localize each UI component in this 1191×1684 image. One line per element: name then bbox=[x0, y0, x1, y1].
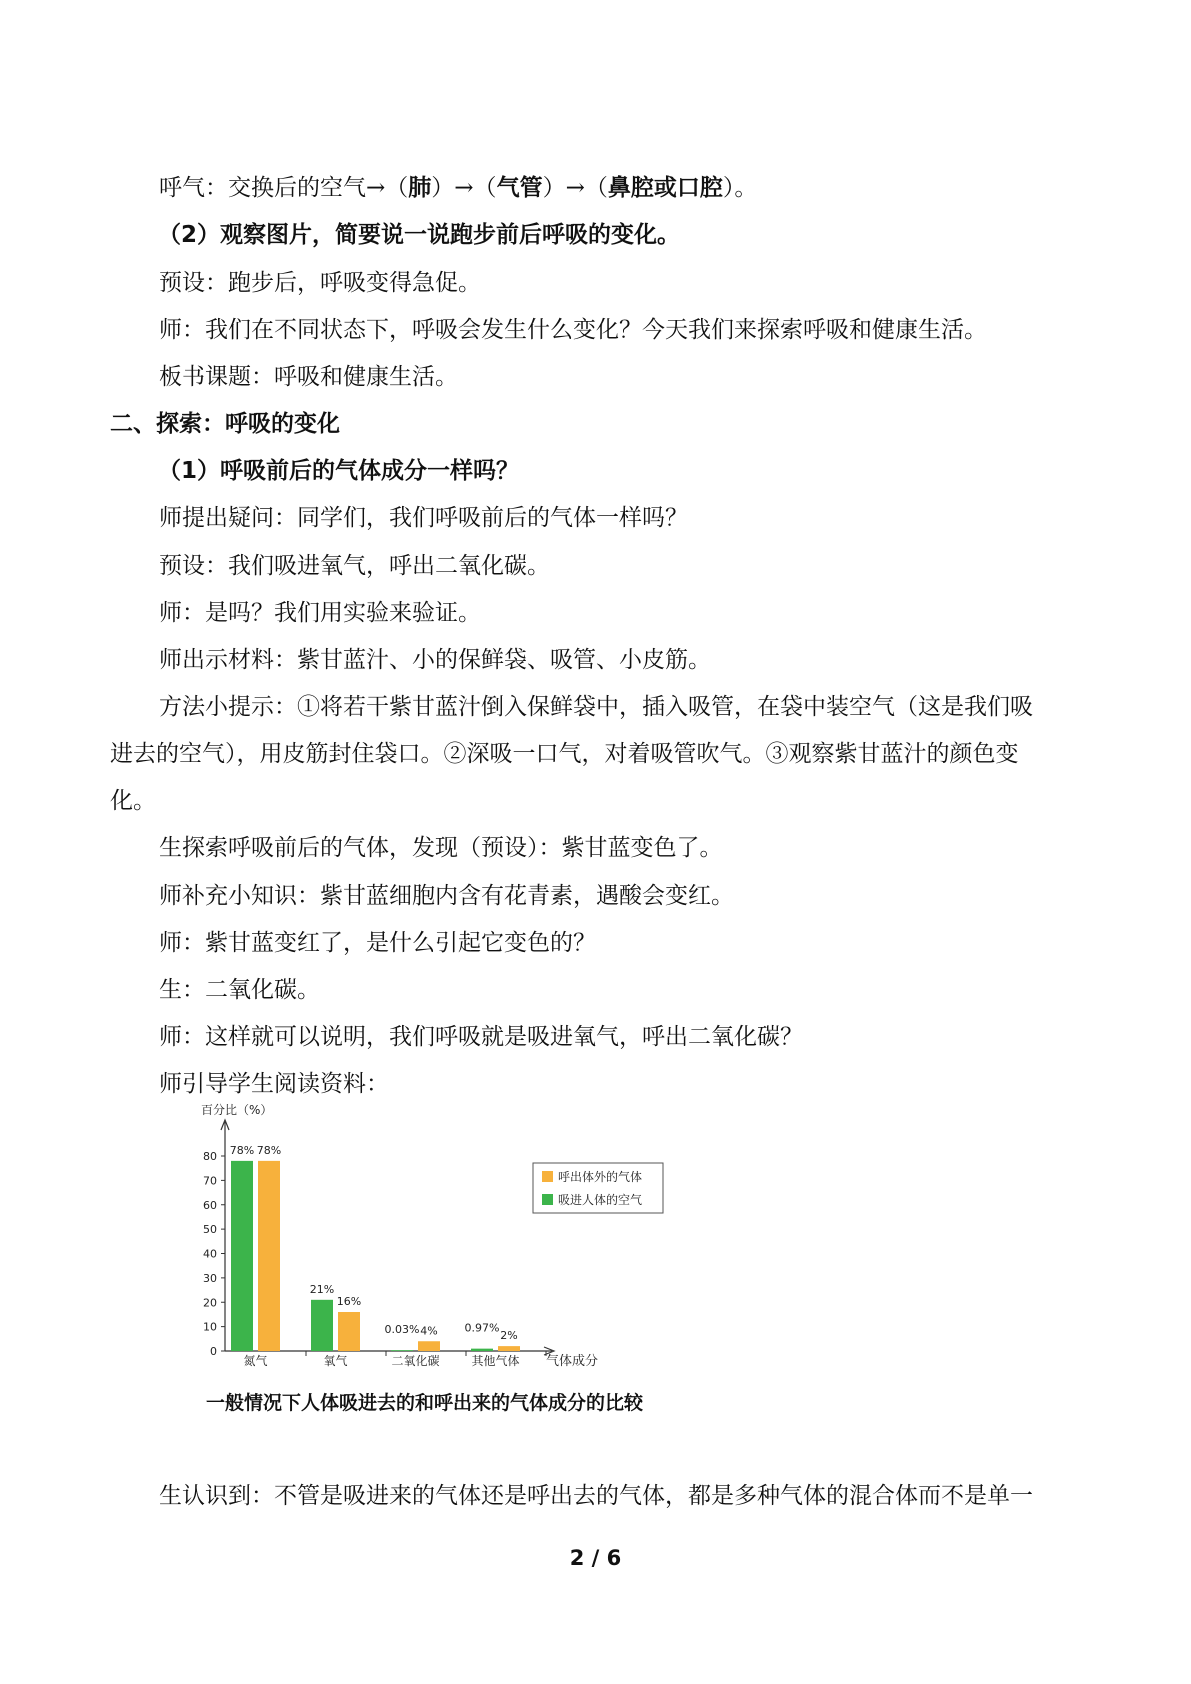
bar-value-label: 4% bbox=[420, 1324, 438, 1338]
teacher-line-3: 师：紫甘蓝变红了，是什么引起它变色的？ bbox=[159, 930, 596, 956]
exhale-step-trachea: 气管 bbox=[496, 175, 543, 201]
legend-label-inhaled: 吸进人体的空气 bbox=[558, 1193, 643, 1207]
x-axis-title: 气体成分 bbox=[546, 1354, 599, 1369]
bar-value-label: 78% bbox=[229, 1143, 255, 1157]
x-category-label: 其他气体 bbox=[471, 1354, 520, 1368]
method-line-c: 化。 bbox=[110, 788, 156, 814]
x-category-label: 氮气 bbox=[243, 1354, 268, 1368]
bar-inhaled bbox=[471, 1349, 493, 1351]
y-tick-label: 80 bbox=[203, 1150, 217, 1163]
y-tick-label: 10 bbox=[203, 1320, 217, 1334]
chart-caption: 一般情况下人体吸进去的和呼出来的气体成分的比较 bbox=[206, 1392, 644, 1414]
question-1-heading: （1）呼吸前后的气体成分一样吗？ bbox=[158, 458, 520, 484]
y-tick-label: 30 bbox=[203, 1271, 217, 1285]
student-answer-line: 生：二氧化碳。 bbox=[159, 977, 320, 1003]
teacher-line-1: 师：我们在不同状态下，呼吸会发生什么变化？今天我们来探索呼吸和健康生活。 bbox=[159, 317, 987, 343]
exhale-step-lung: 肺 bbox=[408, 175, 432, 201]
x-category-label: 氧气 bbox=[323, 1354, 348, 1368]
exhale-suffix: ）。 bbox=[722, 175, 758, 201]
bar-value-label: 21% bbox=[309, 1282, 335, 1296]
bar-exhaled bbox=[498, 1346, 520, 1351]
bar-value-label: 78% bbox=[256, 1143, 282, 1157]
bar-inhaled bbox=[391, 1350, 413, 1351]
presume-line-1: 预设：跑步后，呼吸变得急促。 bbox=[159, 270, 481, 296]
y-tick-label: 70 bbox=[203, 1174, 217, 1188]
method-line-a: 方法小提示：①将若干紫甘蓝汁倒入保鲜袋中，插入吸管，在袋中装空气（这是我们吸 bbox=[159, 694, 1033, 720]
teacher-line-4: 师：这样就可以说明，我们呼吸就是吸进氧气，呼出二氧化碳？ bbox=[159, 1024, 803, 1050]
exhale-path-line bbox=[159, 173, 757, 203]
exhale-step-nose-mouth: 鼻腔或口腔 bbox=[607, 175, 723, 201]
exhale-prefix: 呼气：交换后的空气→（ bbox=[159, 175, 409, 201]
board-title-line: 板书课题：呼吸和健康生活。 bbox=[159, 364, 458, 390]
x-category-label: 二氧化碳 bbox=[391, 1354, 440, 1368]
y-tick-label: 60 bbox=[203, 1198, 217, 1212]
teacher-knowledge-line: 师补充小知识：紫甘蓝细胞内含有花青素，遇酸会变红。 bbox=[159, 883, 734, 909]
student-realize-line: 生认识到：不管是吸进来的气体还是呼出去的气体，都是多种气体的混合体而不是单一 bbox=[159, 1483, 1033, 1509]
bar-value-label: 16% bbox=[336, 1295, 362, 1308]
section-2-heading: 二、探索：呼吸的变化 bbox=[110, 411, 340, 437]
teacher-question-line: 师提出疑问：同学们，我们呼吸前后的气体一样吗？ bbox=[159, 505, 688, 531]
question-2-heading: （2）观察图片，简要说一说跑步前后呼吸的变化。 bbox=[158, 222, 681, 248]
bar-exhaled bbox=[258, 1161, 280, 1351]
y-axis-title: 百分比（%） bbox=[201, 1103, 273, 1117]
bar-inhaled bbox=[231, 1161, 253, 1351]
page-number: 2 / 6 bbox=[569, 1546, 622, 1570]
bar-exhaled bbox=[338, 1312, 360, 1351]
legend-swatch-exhaled bbox=[542, 1171, 553, 1182]
teacher-guide-line: 师引导学生阅读资料： bbox=[159, 1071, 389, 1097]
bar-value-label: 2% bbox=[500, 1329, 518, 1343]
gas-composition-chart bbox=[190, 1098, 710, 1383]
y-tick-label: 40 bbox=[203, 1247, 217, 1261]
bar-inhaled bbox=[311, 1300, 333, 1351]
legend-swatch-inhaled bbox=[542, 1194, 553, 1205]
y-tick-label: 0 bbox=[210, 1345, 217, 1358]
exhale-mid1: ）→（ bbox=[431, 175, 497, 201]
materials-line: 师出示材料：紫甘蓝汁、小的保鲜袋、吸管、小皮筋。 bbox=[159, 647, 711, 673]
exhale-mid2: ）→（ bbox=[542, 175, 608, 201]
presume-line-2: 预设：我们吸进氧气，呼出二氧化碳。 bbox=[159, 553, 550, 579]
method-line-b: 进去的空气），用皮筋封住袋口。②深吸一口气，对着吸管吹气。③观察紫甘蓝汁的颜色变 bbox=[110, 741, 1019, 767]
bar-exhaled bbox=[418, 1341, 440, 1351]
y-tick-label: 50 bbox=[203, 1223, 217, 1237]
chart-legend bbox=[533, 1163, 663, 1213]
student-explore-line: 生探索呼吸前后的气体，发现（预设）：紫甘蓝变色了。 bbox=[159, 835, 723, 861]
legend-label-exhaled: 呼出体外的气体 bbox=[558, 1170, 643, 1184]
teacher-line-2: 师：是吗？我们用实验来验证。 bbox=[159, 600, 481, 626]
bar-value-label: 0.97% bbox=[464, 1321, 500, 1335]
bar-value-label: 0.03% bbox=[384, 1323, 420, 1337]
y-tick-label: 20 bbox=[203, 1296, 217, 1310]
